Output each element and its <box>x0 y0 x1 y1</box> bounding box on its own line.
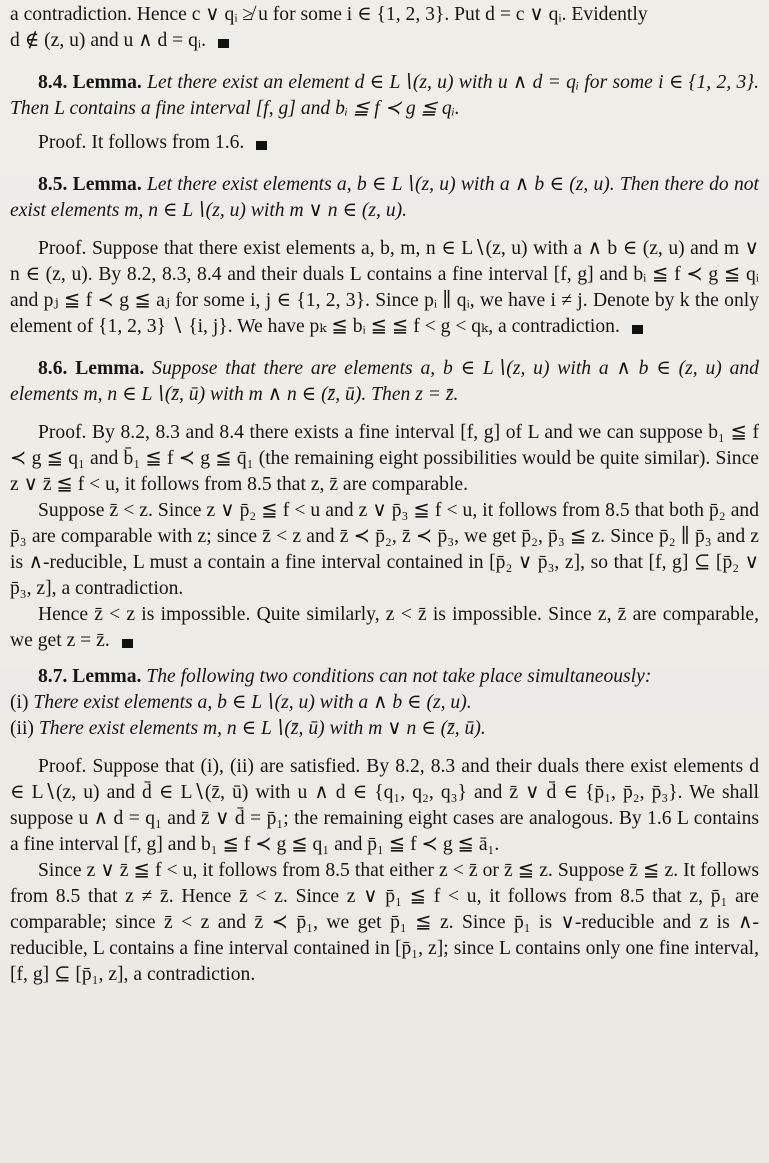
lemma-8-7-proof-text-1: Suppose that (i), (ii) are satisfied. By 8.2, 8.3 and their duals there exist elements d ∈ L∖(z, u) and d̄ ∈ L∖(z̄, ū) with u ∧ d ∈ {q₁, q₂, q₃} and z̄ ∨ d̄ ∈ {p̄₁, p̄₂, p̄₃}. We shall suppose u ∧ d = q₁ and z̄ ∨ d̄ = p̄₁; the remaining eight cases are analogous. By 1.6 L contains a fine interval [f, g] and b₁ ≦ f ≺ g ≦ q₁ and p̄₁ ≦ f ≺ g ≦ ā₁. <box>10 756 759 855</box>
condition-ii-text: There exist elements m, n ∈ L∖(z̄, ū) with m ∨ n ∈ (z̄, ū). <box>38 718 486 739</box>
proof-label: Proof. <box>38 238 87 259</box>
lemma-8-7-statement: The following two conditions can not take place simultaneously: <box>146 666 652 687</box>
proof-label: Proof. <box>38 132 87 153</box>
lemma-8-6-statement: Suppose that there are elements a, b ∈ L∖(z, u) with a ∧ b ∈ (z, u) and elements m, n ∈ L∖(z̄, ū) with m ∧ n ∈ (z̄, ū). Then z = z̄. <box>10 358 759 405</box>
lemma-8-6-proof-text-1: By 8.2, 8.3 and 8.4 there exists a fine interval [f, g] of L and we can suppose b₁ ≦ f ≺ g ≦ q₁ and b̄₁ ≦ f ≺ g ≦ q̄₁ (the remaining eight possibilities would be quite similar). Since z ∨ z̄ ≦ f < u, it follows from 8.5 that z, z̄ are comparable. <box>10 422 759 495</box>
lemma-8-4-proof <box>10 130 759 156</box>
carryover-line-2: d ∉ (z, u) and u ∧ d = qᵢ. <box>10 30 207 51</box>
lemma-8-7 <box>10 664 759 690</box>
lemma-8-7-proof-2 <box>10 858 759 988</box>
lemma-8-6-proof-text-2: Suppose z̄ < z. Since z ∨ p̄₂ ≦ f < u and z ∨ p̄₃ ≦ f < u, it follows from 8.5 that both p̄₂ and p̄₃ are comparable with z; since z̄ < z and z̄ ≺ p̄₂, z̄ ≺ p̄₃, we get p̄₂, p̄₃ ≦ z. Since p̄₂ ∥ p̄₃ and z is ∧-reducible, L must a contain a fine interval contained in [p̄₂ ∨ p̄₃, z], so that [f, g] ⊆ [p̄₂ ∨ p̄₃, z], a contradiction. <box>10 500 759 599</box>
lemma-8-5-heading: 8.5. Lemma. <box>38 174 142 195</box>
lemma-8-5 <box>10 172 759 224</box>
lemma-8-6-heading: 8.6. Lemma. <box>38 358 145 379</box>
lemma-8-7-proof-1 <box>10 754 759 858</box>
end-of-proof-icon <box>256 141 267 150</box>
proof-label: Proof. <box>38 756 87 777</box>
lemma-8-4-statement: Let there exist an element d ∈ L∖(z, u) with u ∧ d = qᵢ for some i ∈ {1, 2, 3}. Then L contains a fine interval [f, g] and bᵢ ≦ f ≺ g ≦ qᵢ. <box>10 72 759 119</box>
lemma-8-6-proof-3 <box>10 602 759 654</box>
lemma-8-4-proof-text: It follows from 1.6. <box>91 132 245 153</box>
carryover-paragraph <box>10 2 759 54</box>
lemma-8-6-proof-text-3: Hence z̄ < z is impossible. Quite similarly, z < z̄ is impossible. Since z, z̄ are comparable, we get z = z̄. <box>10 604 759 651</box>
lemma-8-7-heading: 8.7. Lemma. <box>38 666 142 687</box>
condition-label: (i) <box>10 692 29 713</box>
end-of-proof-icon <box>632 325 643 334</box>
end-of-proof-icon <box>218 39 229 48</box>
carryover-line-1: a contradiction. Hence c ∨ qᵢ ≱ u for some i ∈ {1, 2, 3}. Put d = c ∨ qᵢ. Evidently <box>10 4 648 25</box>
lemma-8-4-heading: 8.4. Lemma. <box>38 72 142 93</box>
lemma-8-7-condition-i <box>10 690 759 716</box>
lemma-8-5-proof-text: Suppose that there exist elements a, b, m, n ∈ L∖(z, u) with a ∧ b ∈ (z, u) and m ∨ n ∈ (z, u). By 8.2, 8.3, 8.4 and their duals L contains a fine interval [f, g] and bᵢ ≦ f ≺ g ≦ qᵢ and pⱼ ≦ f ≺ g ≦ aⱼ for some i, j ∈ {1, 2, 3}. Since pᵢ ∥ qᵢ, we have i ≠ j. Denote by k the only element of {1, 2, 3} ∖ {i, j}. We have pₖ ≦ bᵢ ≦ ≦ f < g < qₖ, a contradiction. <box>10 238 759 337</box>
lemma-8-7-condition-ii <box>10 716 759 742</box>
end-of-proof-icon <box>122 639 133 648</box>
lemma-8-5-statement: Let there exist elements a, b ∈ L∖(z, u) with a ∧ b ∈ (z, u). Then there do not exist elements m, n ∈ L∖(z, u) with m ∨ n ∈ (z, u). <box>10 174 759 221</box>
lemma-8-4 <box>10 70 759 122</box>
lemma-8-6 <box>10 356 759 408</box>
lemma-8-6-proof-1 <box>10 420 759 498</box>
condition-i-text: There exist elements a, b ∈ L∖(z, u) with a ∧ b ∈ (z, u). <box>33 692 472 713</box>
condition-label: (ii) <box>10 718 34 739</box>
lemma-8-6-proof-2 <box>10 498 759 602</box>
lemma-8-5-proof <box>10 236 759 340</box>
lemma-8-7-proof-text-2: Since z ∨ z̄ ≦ f < u, it follows from 8.5 that either z < z̄ or z̄ ≦ z. Suppose z̄ ≦ z. It follows from 8.5 that z ≠ z̄. Hence z̄ < z. Since z ∨ p̄₁ ≦ f < u, it follows from 8.5 that z, p̄₁ are comparable; since z̄ < z and z̄ ≺ p̄₁, we get p̄₁ ≦ z. Since p̄₁ is ∨-reducible and z is ∧-reducible, L contains a fine interval contained in [p̄₁, z]; since L contains only one fine interval, [f, g] ⊆ [p̄₁, z], a contradiction. <box>10 860 759 985</box>
proof-label: Proof. <box>38 422 87 443</box>
